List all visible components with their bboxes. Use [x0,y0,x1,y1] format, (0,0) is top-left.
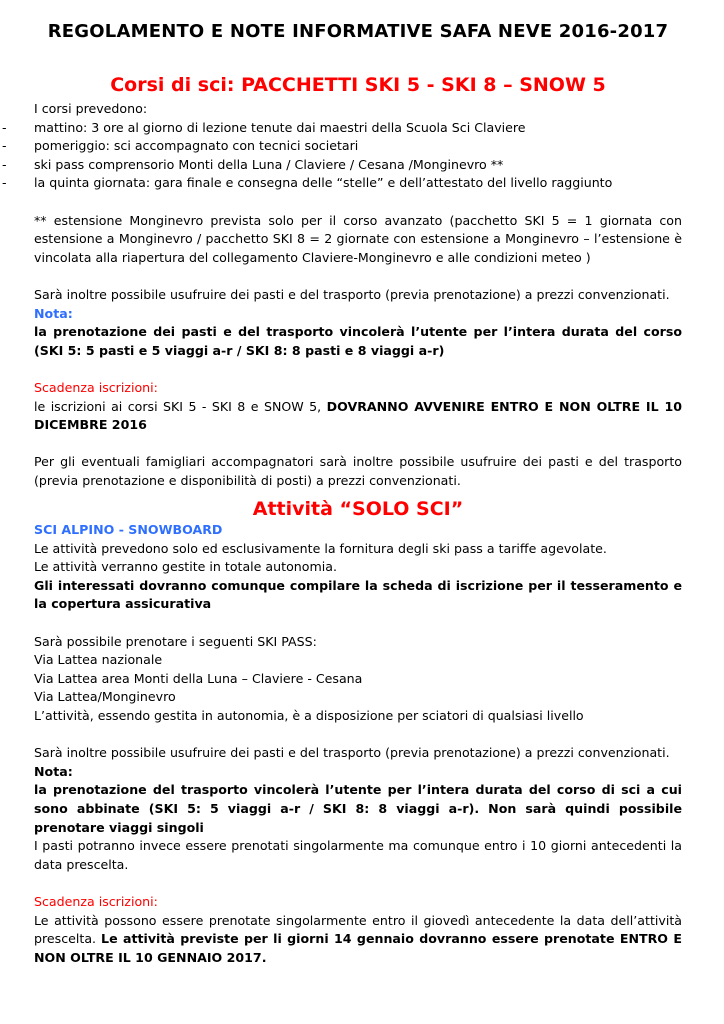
subheading-sci-alpino: SCI ALPINO - SNOWBOARD [34,522,223,538]
nota-label: Nota: [34,305,73,321]
text-line: Le attività prevedono solo ed esclusivamente la fornitura degli ski pass a tariffe agevolate. [34,540,607,556]
document-body [2,100,682,967]
skipass-item: Via Lattea nazionale [34,652,163,668]
deadline-label: Scadenza iscrizioni: [34,379,158,395]
deadline-paragraph [34,912,682,968]
autonomy-text: L’attività, essendo gestita in autonomia, è a disposizione per sciatori di qualsiasi livello [34,708,584,723]
bullet-text: mattino: 3 ore al giorno di lezione tenute dai maestri della Scuola Sci Claviere [34,119,526,135]
deadline-bold: DOVRANNO AVVENIRE ENTRO E NON OLTRE IL 10 DICEMBRE 2016 [34,398,682,433]
list-item [2,137,682,156]
list-item [2,119,682,138]
bullet-text: pomeriggio: sci accompagnato con tecnici societari [34,138,359,154]
deadline-bold: Le attività previste per li giorni 14 gennaio dovranno essere prenotate ENTRO E NON OLTRE IL 10 GENNAIO 2017. [34,931,682,965]
bullet-text: la quinta giornata: gara finale e consegna delle “stelle” e dell’attestato del livello raggiunto [34,175,613,191]
bullet-dash: - [2,175,7,191]
skipass-item: Via Lattea area Monti della Luna – Claviere - Cesana [34,670,363,686]
bullet-dash: - [2,156,7,172]
list-item [2,156,682,175]
meals-paragraph: Sarà inoltre possibile usufruire dei pasti e del trasporto (previa prenotazione) a prezzi convenzionati. [34,286,670,302]
footnote-monginevro: ** estensione Monginevro prevista solo per il corso avanzato (pacchetto SKI 5 = 1 giornata con estensione a Monginevro / pacchetto SKI 8 = 2 giornate con estensione a Monginevro – l’estensione è vincolata alla riapertura del collegamento Claviere-Monginevro e alle condizioni meteo ) [34,212,682,265]
meals-single: I pasti potranno invece essere prenotati singolarmente ma comunque entro i 10 giorni antecedenti la data prescelta. [34,838,682,872]
courses-intro: I corsi prevedono: [34,101,148,116]
bullet-dash: - [2,138,7,154]
deadline-paragraph [34,398,682,435]
section-heading-solo-sci: Attività “SOLO SCI” [252,498,464,521]
deadline-text: le iscrizioni ai corsi SKI 5 - SKI 8 e SNOW 5, [34,398,327,414]
document-title: REGOLAMENTO E NOTE INFORMATIVE SAFA NEVE 2016-2017 [47,21,669,42]
text-line: Le attività verranno gestite in totale autonomia. [34,559,337,575]
meals-paragraph: Sarà inoltre possibile usufruire dei pasti e del trasporto (previa prenotazione) a prezzi convenzionati. [34,745,670,761]
skipass-intro: Sarà possibile prenotare i seguenti SKI PASS: [34,633,317,649]
nota-label: Nota: [34,763,73,779]
bullet-text: ski pass comprensorio Monti della Luna / Claviere / Cesana /Monginevro ** [34,156,504,172]
deadline-text: Le attività possono essere prenotate singolarmente entro il giovedì antecedente la data dell’attività prescelta. [34,912,682,947]
deadline-label: Scadenza iscrizioni: [34,893,158,909]
bold-note: Gli interessati dovranno comunque compilare la scheda di iscrizione per il tesseramento e la copertura assicurativa [34,577,682,612]
nota-text: la prenotazione dei pasti e del trasporto vincolerà l’utente per l’intera durata del corso (SKI 5: 5 pasti e 5 viaggi a-r / SKI 8: 8 pasti e 8 viaggi a-r) [34,324,682,358]
skipass-item: Via Lattea/Monginevro [34,689,176,705]
family-paragraph: Per gli eventuali famigliari accompagnatori sarà inoltre possibile usufruire dei pasti e del trasporto (previa prenotazione e disponibilità di posti) a prezzi convenzionati. [34,454,682,488]
list-item [2,174,682,193]
section-heading-courses: Corsi di sci: PACCHETTI SKI 5 - SKI 8 – SNOW 5 [110,74,606,96]
nota-text: la prenotazione del trasporto vincolerà l’utente per l’intera durata del corso di sci a cui sono abbinate (SKI 5: 5 viaggi a-r / SKI 8: 8 viaggi a-r). Non sarà quindi possibile prenotare viaggi singoli [34,782,682,835]
bullet-dash: - [2,119,7,135]
